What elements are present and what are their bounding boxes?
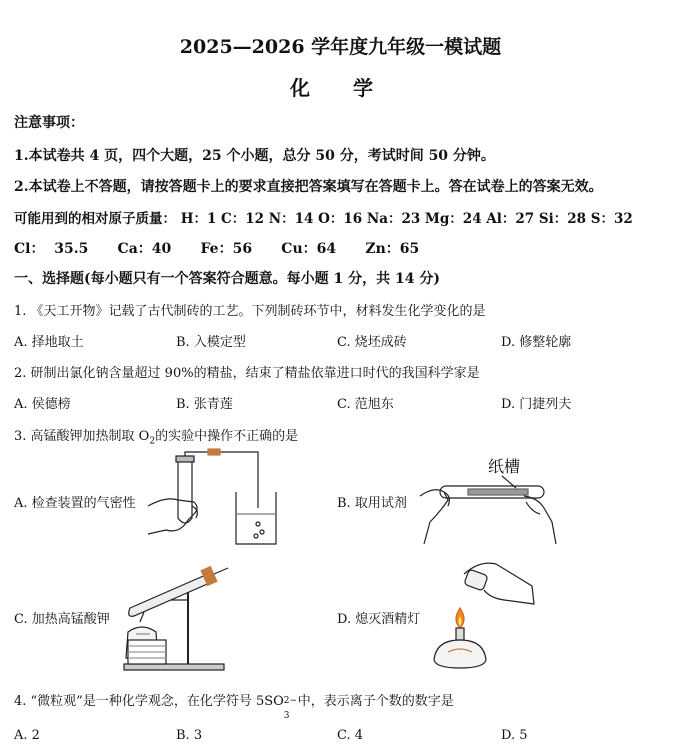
question-4-superscript: 2−: [283, 696, 298, 706]
figure-airtightness-check: [148, 448, 288, 548]
question-4-stem-tail: 中，表示离子个数的数字是: [297, 694, 454, 709]
question-1-option-a: A. 择地取土: [14, 335, 84, 350]
question-4-subscript: 3: [283, 711, 290, 721]
page-title: 2025—2026 学年度九年级一模试题: [179, 36, 502, 58]
question-2-option-c: C. 范旭东: [337, 397, 394, 412]
question-2-option-d: D. 门捷列夫: [501, 397, 572, 412]
question-4-stem-text: 4. “微粒观”是一种化学观念，在化学符号 5SO: [14, 694, 284, 709]
question-3-option-d: D. 熄灭酒精灯: [337, 612, 421, 627]
question-3-subscript: 2: [149, 436, 156, 447]
question-1-option-b: B. 入模定型: [176, 335, 246, 350]
question-4-option-d: D. 5: [501, 728, 528, 743]
notice-line-1: 1.本试卷共 4 页，四个大题，25 个小题，总分 50 分，考试时间 50 分钟。: [14, 148, 495, 164]
question-2-option-b: B. 张青莲: [176, 397, 233, 412]
figure-heating-kmno4: [118, 560, 238, 672]
question-4-stem: [14, 690, 454, 721]
figure-take-reagent: [420, 452, 560, 548]
question-4-option-b: B. 3: [176, 728, 203, 743]
question-1-option-c: C. 烧坯成砖: [337, 335, 407, 350]
notice-heading: 注意事项：: [14, 115, 84, 131]
question-4-option-a: A. 2: [14, 728, 40, 743]
question-3-option-b: B. 取用试剂: [337, 496, 407, 511]
notice-line-2: 2.本试卷上不答题，请按答题卡上的要求直接把答案填写在答题卡上。答在试卷上的答案无效。: [14, 179, 603, 195]
subject-title: 化 学: [290, 76, 391, 100]
question-3-option-a: A. 检查装置的气密性: [14, 496, 136, 511]
question-1-option-d: D. 修整轮廓: [501, 335, 572, 350]
figure-extinguish-lamp: [424, 556, 536, 676]
question-3-option-c: C. 加热高锰酸钾: [14, 612, 110, 627]
atomic-mass-line-1: 可能用到的相对原子质量： H：1 C：12 N：14 O：16 Na：23 Mg：24 Al：27 Si：28 S：32: [14, 211, 633, 227]
question-1-stem: 1. 《天工开物》记载了古代制砖的工艺。下列制砖环节中，材料发生化学变化的是: [14, 304, 486, 319]
question-2-option-a: A. 侯德榜: [14, 397, 71, 412]
question-3-stem-text: 3. 高锰酸钾加热制取 O: [14, 429, 150, 444]
atomic-mass-line-2: Cl： 35.5 Ca：40 Fe：56 Cu：64 Zn：65: [14, 241, 420, 257]
question-3-stem: [14, 425, 298, 447]
question-3-stem-tail: 的实验中操作不正确的是: [155, 429, 299, 444]
question-4-option-c: C. 4: [337, 728, 364, 743]
paper-trough-label: 纸槽: [488, 457, 521, 476]
question-2-stem: 2. 研制出氯化钠含量超过 90%的精盐，结束了精盐依靠进口时代的我国科学家是: [14, 366, 480, 381]
section-heading: 一、选择题(每小题只有一个答案符合题意。每小题 1 分，共 14 分): [14, 271, 440, 287]
